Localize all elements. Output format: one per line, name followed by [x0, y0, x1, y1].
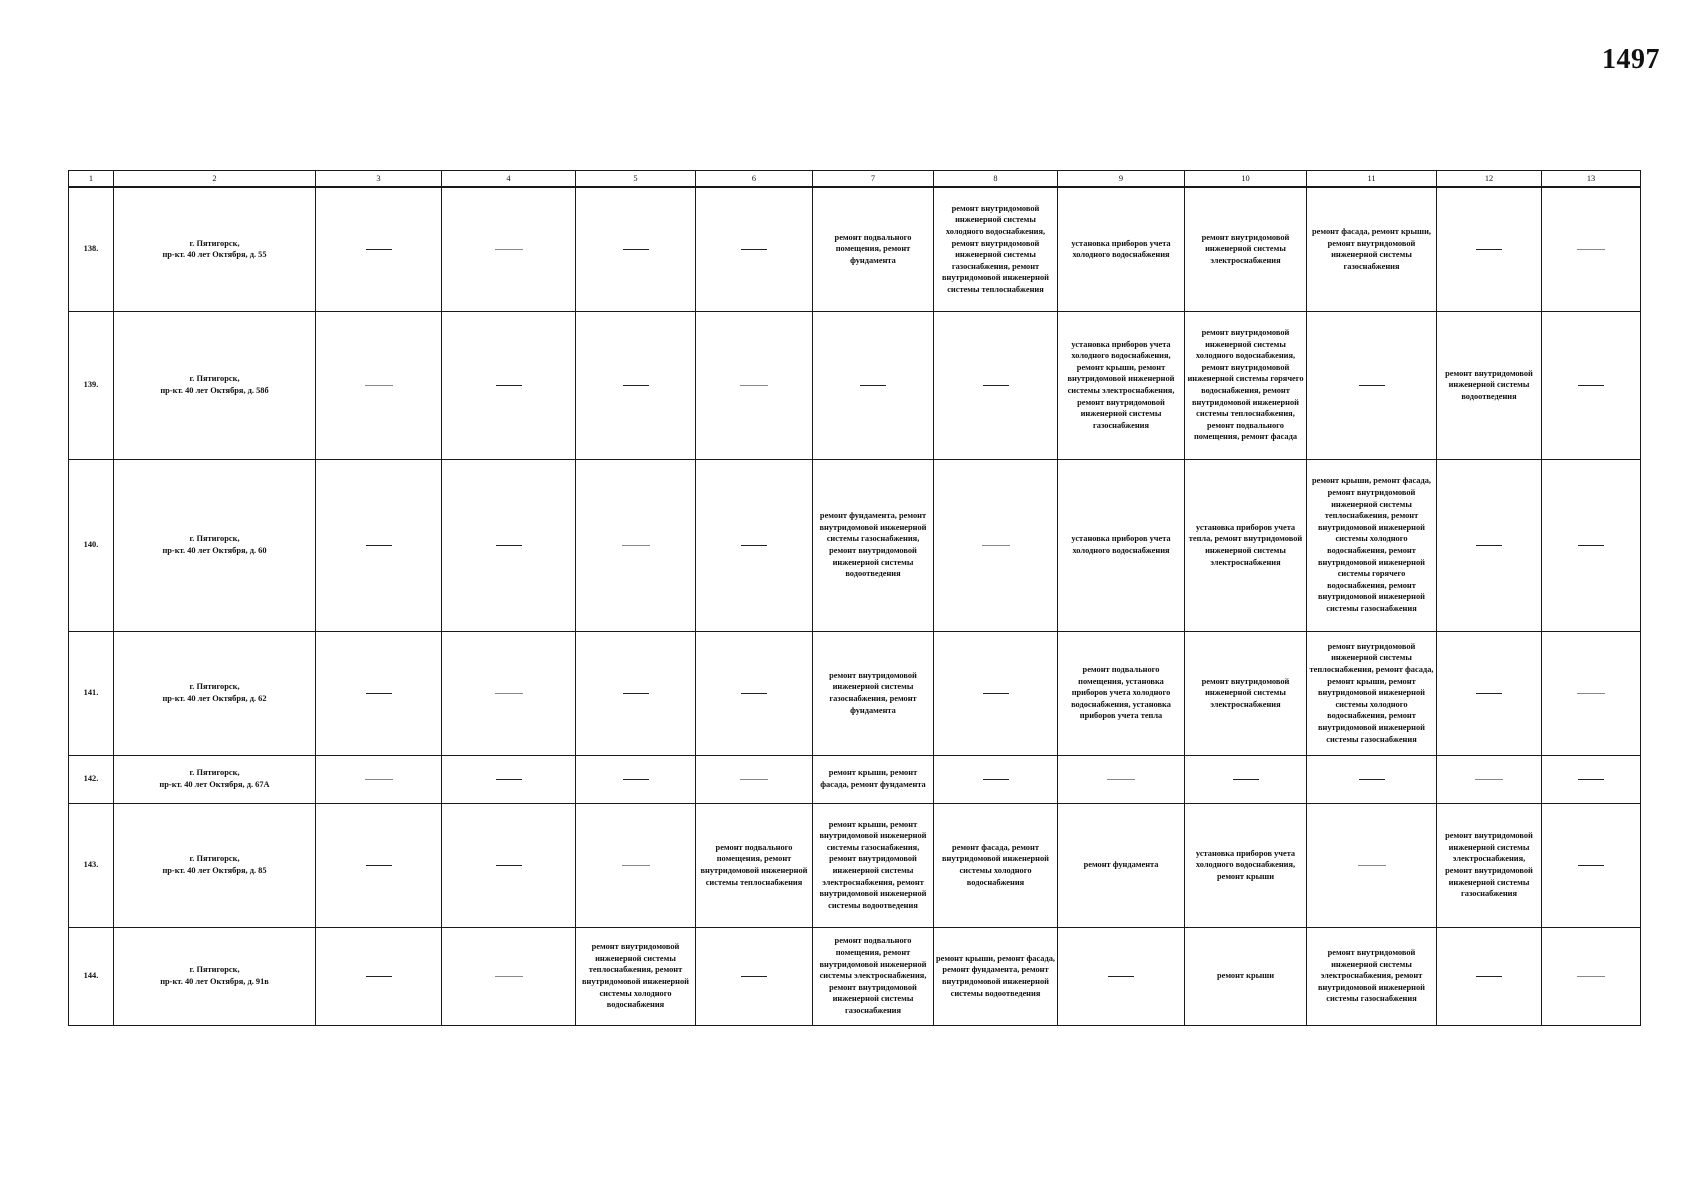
empty-cell [696, 755, 813, 803]
column-header: 12 [1437, 171, 1542, 188]
work-cell [576, 927, 696, 1025]
empty-cell [316, 311, 442, 459]
column-header: 3 [316, 171, 442, 188]
work-text: ремонт внутридомовой инженерной системы электроснабжения [1201, 232, 1290, 266]
table-row [69, 803, 1641, 927]
empty-cell [316, 459, 442, 631]
work-text: ремонт крыши, ремонт фасада, ремонт фундамента [820, 768, 926, 789]
empty-cell [1542, 927, 1641, 1025]
empty-cell [1058, 755, 1185, 803]
empty-cell [316, 631, 442, 755]
dash-mark [983, 779, 1009, 780]
empty-cell [1542, 187, 1641, 311]
repair-schedule-table [68, 170, 1641, 1026]
dash-mark [623, 385, 649, 386]
work-cell [813, 459, 934, 631]
empty-cell [316, 755, 442, 803]
empty-cell [442, 927, 576, 1025]
work-text: ремонт внутридомовой инженерной системы водоотведения [1445, 368, 1533, 401]
dash-mark [366, 865, 392, 866]
dash-mark [1107, 779, 1135, 780]
work-text: ремонт подвального помещения, ремонт фундамента [834, 232, 912, 266]
work-cell [1185, 311, 1307, 459]
address-line: пр-кт. 40 лет Октября, д. 58б [160, 386, 269, 395]
address-cell [114, 927, 316, 1025]
empty-cell [576, 459, 696, 631]
empty-cell [1307, 803, 1437, 927]
work-cell [1185, 803, 1307, 927]
empty-cell [1542, 755, 1641, 803]
column-header: 13 [1542, 171, 1641, 188]
row-number: 142. [69, 755, 114, 803]
dash-mark [1577, 249, 1605, 250]
empty-cell [934, 459, 1058, 631]
empty-cell [1437, 755, 1542, 803]
dash-mark [860, 385, 886, 386]
dash-mark [622, 545, 650, 546]
work-cell [1058, 631, 1185, 755]
dash-mark [1577, 693, 1605, 694]
empty-cell [442, 187, 576, 311]
empty-cell [696, 187, 813, 311]
address-cell [114, 459, 316, 631]
dash-mark [496, 779, 522, 780]
dash-mark [1578, 545, 1604, 546]
address-line: пр-кт. 40 лет Октября, д. 67А [159, 780, 270, 789]
work-text: ремонт крыши, ремонт фасада, ремонт фундамента, ремонт внутридомовой инженерной системы водоотведения [936, 953, 1055, 998]
work-cell [813, 187, 934, 311]
dash-mark [740, 779, 768, 780]
work-cell [1307, 187, 1437, 311]
page-number: 1497 [1602, 44, 1660, 75]
address-line: г. Пятигорск, [189, 374, 240, 384]
empty-cell [576, 803, 696, 927]
empty-cell [696, 631, 813, 755]
work-text: ремонт подвального помещения, ремонт внутридомовой инженерной системы электроснабжения, ремонт внутридомовой инженерной системы газоснабжения [819, 936, 927, 1015]
column-header: 11 [1307, 171, 1437, 188]
dash-mark [622, 865, 650, 866]
dash-mark [741, 249, 767, 250]
dash-mark [1233, 779, 1259, 780]
work-text: ремонт подвального помещения, установка приборов учета холодного водоснабжения, установка приборов учета тепла [1071, 665, 1171, 721]
table-row [69, 755, 1641, 803]
empty-cell [1307, 755, 1437, 803]
row-number: 139. [69, 311, 114, 459]
column-header: 6 [696, 171, 813, 188]
work-cell [1437, 311, 1542, 459]
dash-mark [496, 865, 522, 866]
empty-cell [696, 459, 813, 631]
address-line: г. Пятигорск, [189, 768, 240, 778]
work-cell [934, 803, 1058, 927]
dash-mark [1578, 385, 1604, 386]
empty-cell [1307, 311, 1437, 459]
address-line: пр-кт. 40 лет Октября, д. 62 [162, 694, 267, 703]
work-text: ремонт внутридомовой инженерной системы электроснабжения, ремонт внутридомовой инженерной системы газоснабжения [1445, 831, 1533, 899]
work-cell [1185, 631, 1307, 755]
column-number-row [69, 171, 1641, 188]
work-cell [813, 927, 934, 1025]
column-header: 9 [1058, 171, 1185, 188]
empty-cell [934, 631, 1058, 755]
column-header: 5 [576, 171, 696, 188]
work-text: установка приборов учета тепла, ремонт внутридомовой инженерной системы электроснабжения [1188, 522, 1303, 567]
empty-cell [1437, 187, 1542, 311]
column-header: 1 [69, 171, 114, 188]
empty-cell [696, 927, 813, 1025]
table-row [69, 459, 1641, 631]
dash-mark [366, 249, 392, 250]
row-number: 140. [69, 459, 114, 631]
work-cell [1185, 459, 1307, 631]
empty-cell [576, 187, 696, 311]
work-text: ремонт фундамента, ремонт внутридомовой инженерной системы газоснабжения, ремонт внутридомовой инженерной системы водоотведения [819, 511, 927, 579]
work-text: ремонт крыши [1216, 971, 1275, 981]
work-cell [1058, 311, 1185, 459]
empty-cell [1542, 803, 1641, 927]
address-line: пр-кт. 40 лет Октября, д. 91в [160, 977, 269, 986]
dash-mark [366, 693, 392, 694]
work-cell [1058, 803, 1185, 927]
work-text: ремонт внутридомовой инженерной системы электроснабжения, ремонт внутридомовой инженерной системы газоснабжения [1317, 948, 1425, 1004]
empty-cell [576, 631, 696, 755]
table-row [69, 311, 1641, 459]
empty-cell [316, 927, 442, 1025]
dash-mark [982, 545, 1010, 546]
work-text: ремонт внутридомовой инженерной системы газоснабжения, ремонт фундамента [829, 670, 917, 715]
column-header: 2 [114, 171, 316, 188]
dash-mark [495, 693, 523, 694]
table-row [69, 187, 1641, 311]
empty-cell [442, 755, 576, 803]
dash-mark [1476, 545, 1502, 546]
work-cell [1307, 459, 1437, 631]
empty-cell [934, 755, 1058, 803]
address-line: пр-кт. 40 лет Октября, д. 85 [162, 866, 267, 875]
empty-cell [576, 755, 696, 803]
address-line: г. Пятигорск, [189, 682, 240, 692]
empty-cell [1437, 631, 1542, 755]
dash-mark [983, 693, 1009, 694]
dash-mark [741, 545, 767, 546]
row-number: 144. [69, 927, 114, 1025]
empty-cell [1185, 755, 1307, 803]
dash-mark [365, 385, 393, 386]
empty-cell [576, 311, 696, 459]
work-text: ремонт внутридомовой инженерной системы электроснабжения [1201, 676, 1290, 709]
dash-mark [1476, 693, 1502, 694]
work-text: ремонт внутридомовой инженерной системы теплоснабжения, ремонт фасада, ремонт крыши, ремонт внутридомовой инженерной системы холодного водоснабжения, ремонт внутридомовой инженерной системы газоснабжения [1309, 641, 1434, 744]
column-header: 10 [1185, 171, 1307, 188]
row-number: 138. [69, 187, 114, 311]
address-line: г. Пятигорск, [189, 854, 240, 864]
dash-mark [1476, 976, 1502, 977]
dash-mark [1359, 779, 1385, 780]
column-header: 8 [934, 171, 1058, 188]
row-number: 141. [69, 631, 114, 755]
address-cell [114, 755, 316, 803]
dash-mark [983, 385, 1009, 386]
dash-mark [623, 779, 649, 780]
work-text: ремонт внутридомовой инженерной системы холодного водоснабжения, ремонт внутридомовой инженерной системы газоснабжения, ремонт внутридомовой инженерной системы теплоснабжения [941, 203, 1049, 295]
work-cell [813, 631, 934, 755]
work-text: установка приборов учета холодного водоснабжения, ремонт крыши [1195, 848, 1296, 881]
work-cell [696, 803, 813, 927]
empty-cell [1542, 311, 1641, 459]
address-line: пр-кт. 40 лет Октября, д. 55 [162, 250, 267, 260]
address-line: г. Пятигорск, [189, 534, 240, 544]
work-text: установка приборов учета холодного водоснабжения, ремонт крыши, ремонт внутридомовой инженерной системы электроснабжения, ремонт внутридомовой инженерной системы газоснабжения [1067, 339, 1175, 430]
empty-cell [442, 631, 576, 755]
work-text: ремонт внутридомовой инженерной системы теплоснабжения, ремонт внутридомовой инженерной системы холодного водоснабжения [581, 942, 689, 1010]
row-number: 143. [69, 803, 114, 927]
table-row [69, 927, 1641, 1025]
work-cell [1437, 803, 1542, 927]
work-text: установка приборов учета холодного водоснабжения [1071, 534, 1171, 555]
work-cell [1185, 187, 1307, 311]
empty-cell [442, 311, 576, 459]
empty-cell [1437, 459, 1542, 631]
empty-cell [1542, 631, 1641, 755]
dash-mark [740, 385, 768, 386]
dash-mark [623, 693, 649, 694]
empty-cell [316, 187, 442, 311]
dash-mark [1577, 976, 1605, 977]
empty-cell [442, 459, 576, 631]
address-line: г. Пятигорск, [189, 238, 240, 248]
work-cell [1058, 459, 1185, 631]
work-cell [1307, 631, 1437, 755]
dash-mark [496, 545, 522, 546]
column-header: 7 [813, 171, 934, 188]
dash-mark [1578, 779, 1604, 780]
address-cell [114, 631, 316, 755]
dash-mark [495, 249, 523, 250]
dash-mark [1578, 865, 1604, 866]
address-cell [114, 187, 316, 311]
work-cell [813, 755, 934, 803]
work-cell [1307, 927, 1437, 1025]
work-text: ремонт фундамента [1083, 860, 1159, 870]
empty-cell [316, 803, 442, 927]
work-text: ремонт подвального помещения, ремонт внутридомовой инженерной системы теплоснабжения [700, 842, 808, 887]
dash-mark [366, 976, 392, 977]
dash-mark [741, 693, 767, 694]
work-text: ремонт фасада, ремонт внутридомовой инженерной системы холодного водоснабжения [941, 842, 1049, 887]
dash-mark [1476, 249, 1502, 250]
empty-cell [1542, 459, 1641, 631]
work-text: ремонт фасада, ремонт крыши, ремонт внутридомовой инженерной системы газоснабжения [1312, 227, 1431, 271]
empty-cell [1058, 927, 1185, 1025]
dash-mark [623, 249, 649, 250]
dash-mark [365, 779, 393, 780]
work-cell [934, 927, 1058, 1025]
work-cell [1185, 927, 1307, 1025]
dash-mark [1108, 976, 1134, 977]
dash-mark [1359, 385, 1385, 386]
empty-cell [934, 311, 1058, 459]
work-text: ремонт крыши, ремонт фасада, ремонт внутридомовой инженерной системы теплоснабжения, ремонт внутридомовой инженерной системы холодного водоснабжения, ремонт внутридомовой инженерной системы горячего водоснабжения, ремонт внутридомовой инженерной системы газоснабжения [1312, 476, 1431, 613]
work-text: ремонт внутридомовой инженерной системы холодного водоснабжения, ремонт внутридомовой инженерной системы горячего водоснабжения, ремонт внутридомовой инженерной системы теплоснабжения, ремонт подвального помещения, ремонт фасада [1187, 328, 1304, 442]
address-line: г. Пятигорск, [189, 965, 240, 975]
column-header: 4 [442, 171, 576, 188]
address-cell [114, 803, 316, 927]
dash-mark [366, 545, 392, 546]
dash-mark [496, 385, 522, 386]
work-cell [934, 187, 1058, 311]
work-text: установка приборов учета холодного водоснабжения [1071, 238, 1171, 260]
table-row [69, 631, 1641, 755]
address-line: пр-кт. 40 лет Октября, д. 60 [162, 546, 267, 555]
dash-mark [1475, 779, 1503, 780]
table-body [69, 187, 1641, 1025]
empty-cell [1437, 927, 1542, 1025]
dash-mark [741, 976, 767, 977]
address-cell [114, 311, 316, 459]
empty-cell [813, 311, 934, 459]
empty-cell [696, 311, 813, 459]
work-cell [1058, 187, 1185, 311]
dash-mark [1358, 865, 1386, 866]
empty-cell [442, 803, 576, 927]
work-text: ремонт крыши, ремонт внутридомовой инженерной системы газоснабжения, ремонт внутридомовой инженерной системы электроснабжения, ремонт внутридомовой инженерной системы водоотведения [819, 819, 927, 910]
work-cell [813, 803, 934, 927]
dash-mark [495, 976, 523, 977]
